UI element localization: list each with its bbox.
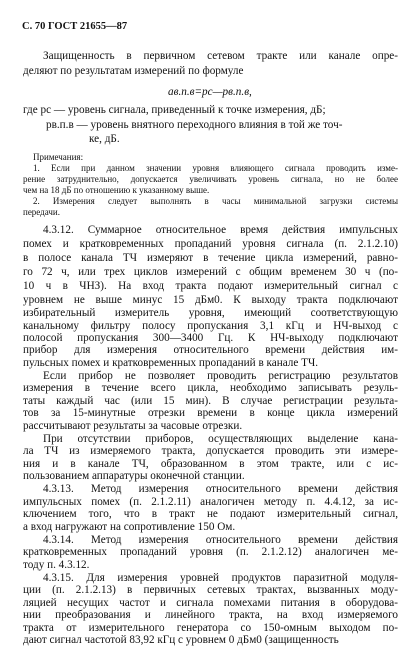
text-line: pв.п.в — уровень внятного переходного влияния в той же точ- [46,119,343,131]
text-line: ла ТЧ из измеряемого тракта, допускается проводить эти измере- [23,445,398,458]
text-line: а вход нагружают на сопротивление 150 Ом. [23,520,236,533]
text-line: рассчитывают результаты за часовые отрезки. [23,419,243,432]
text-line: Защищенность в первичном сетевом тракте или канале опре- [43,50,398,62]
text-line: ния и в канале ТЧ, образованном в этом тракте, или с ис- [23,457,398,470]
text-line: таты каждый час (или 15 мин). В случае регистрации результа- [23,394,398,407]
text-line: При отсутствии приборов, осуществляющих выделение кана- [43,432,398,445]
text-line: пользованием аппаратуры оконечной станции. [23,470,245,483]
text-line: тракта от измерительного генератора со 150-омным выходом по- [23,621,398,634]
page-header: С. 70 ГОСТ 21655—87 [22,21,128,32]
text-line: тоду п. 4.3.12. [23,558,90,571]
text-line: канальному фильтру полосу пропускания 3,1 кГц и НЧ-выход с [23,319,398,332]
text-line: измерения в течение всего цикла, необходимо записывать резуль- [23,382,398,395]
text-line: Если прибор не позволяет проводить регистрацию результатов [43,370,398,382]
text-line: нии преобразования и линейного тракта, на вход измеряемого [23,609,398,622]
text-line: кратковременных пропаданий уровня (п. 2.1.2.12) аналогичен ме- [23,546,398,559]
text-line: где pc — уровень сигнала, приведенный к точке измерения, дБ; [23,104,326,116]
text-line: полосой пропускания 300—3400 Гц. К НЧ-выходу подключают [23,331,398,344]
text-line: дают сигнал частотой 83,92 кГц с уровнем 0 дБм0 (защищенность [23,634,339,646]
note-line: чем на 18 дБ по отношению к указанному выше. [23,185,210,195]
note-line: передачи. [23,207,60,217]
text-line: помех и кратковременных пропаданий уровня сигнала (п. 2.1.2.10) [23,238,398,250]
text-line: ключением того, что в тракт не подают измерительный сигнал, [23,508,398,521]
text-line: импульсных помех (п. 2.1.2.11) аналогичен методу п. 4.4.12, за ис- [23,495,398,508]
text-line: уровнем не выше минус 15 дБм0. К выходу тракта подключают [23,294,398,306]
note-line: рение затруднительно, допускается увеличивать уровень сигнала, но не более [23,174,398,184]
text-line: пульсных помех и кратковременных пропаданий в канале ТЧ. [23,356,319,369]
text-line: 4.3.15. Для измерения уровней продуктов паразитной модуля- [43,572,398,584]
text-line: го 72 ч, или трех циклов измерений с общим временем 30 ч (по- [23,266,398,278]
text-line: ляцией несущих частот и сигнала помехами питания в оборудова- [23,596,398,609]
text-line: в полосе канала ТЧ измеряют в течение цикла измерений, равно- [23,252,398,264]
text-line: 4.3.12. Суммарное относительное время действия импульсных [43,224,398,236]
text-line: деляют по результатам измерений по формуле [23,65,244,77]
text-line: 4.3.13. Метод измерения относительного времени действия [43,483,398,496]
note-line: 1. Если при данном значении уровня влияющего сигнала проводить изме- [33,163,398,173]
text-line: избирательный измеритель уровня, имеющий соответствующую [23,307,398,320]
note-line: 2. Измерения следует выполнять в часы минимальной загрузки системы [33,196,398,206]
text-line: ции (п. 2.1.2.13) в первичных сетевых трактах, вызванных моду- [23,584,398,597]
text-line: 4.3.14. Метод измерения относительного времени действия [43,533,398,546]
text-line: ке, дБ. [89,133,120,145]
text-line: 10 ч в ЧНЗ). На вход тракта подают измерительный сигнал с [23,280,398,292]
formula: ав.п.в=pc—pв.п.в, [168,86,252,98]
text-line: прибор для измерения относительного времени действия им- [23,344,398,357]
text-line: тов за 15-минутные отрезки времени в конце цикла измерений [23,407,398,420]
notes-heading: Примечания: [33,152,84,162]
